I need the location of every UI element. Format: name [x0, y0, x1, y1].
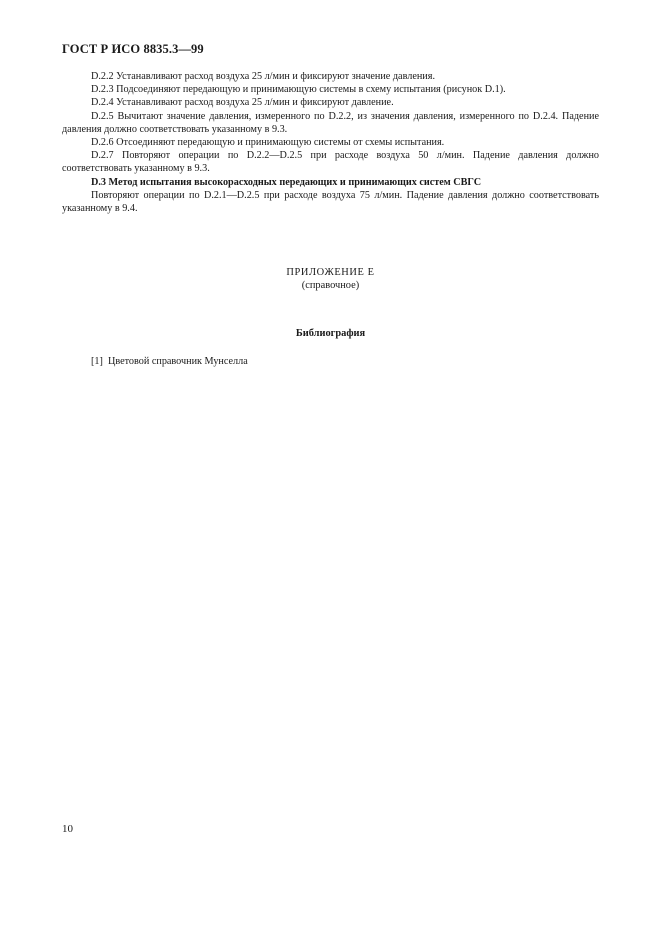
bibliography-list [91, 355, 248, 368]
paragraph-d-2-5: D.2.5 Вычитают значение давления, измеренного по D.2.2, из значения давления, измеренного по D.2.4. Падение давления должно соответствовать указанному в 9.3. [62, 110, 599, 135]
paragraph-d-2-7: D.2.7 Повторяют операции по D.2.2—D.2.5 при расходе воздуха 50 л/мин. Падение давления должно соответствовать указанному в 9.3. [62, 150, 599, 175]
page-number: 10 [62, 823, 73, 835]
paragraph-d-2-2: D.2.2 Устанавливают расход воздуха 25 л/мин и фиксируют значение давления. [91, 71, 435, 82]
paragraph-d-2-3: D.2.3 Подсоединяют передающую и принимающую системы в схему испытания (рисунок D.1). [91, 84, 506, 96]
paragraph-d-3-text: Повторяют операции по D.2.1—D.2.5 при расходе воздуха 75 л/мин. Падение давления должно соответствовать указанному в 9.4. [62, 189, 599, 215]
paragraph-d-2-4: D.2.4 Устанавливают расход воздуха 25 л/мин и фиксируют давление. [91, 97, 394, 109]
annex-heading [62, 266, 599, 292]
section-heading-d-3: D.3 Метод испытания высокорасходных передающих и принимающих систем СВГС [91, 176, 482, 188]
bibliography-title: Библиография [295, 328, 366, 339]
body-text [62, 70, 599, 215]
paragraph-d-2-6: D.2.6 Отсоединяют передающую и принимающую системы от схемы испытания. [91, 137, 445, 149]
document-header: ГОСТ Р ИСО 8835.3—99 [62, 42, 204, 56]
annex-subtitle: (справочное) [301, 280, 360, 291]
annex-title: ПРИЛОЖЕНИЕ Е [286, 267, 375, 278]
bibliography-item: [1] Цветовой справочник Мунселла [91, 356, 248, 367]
